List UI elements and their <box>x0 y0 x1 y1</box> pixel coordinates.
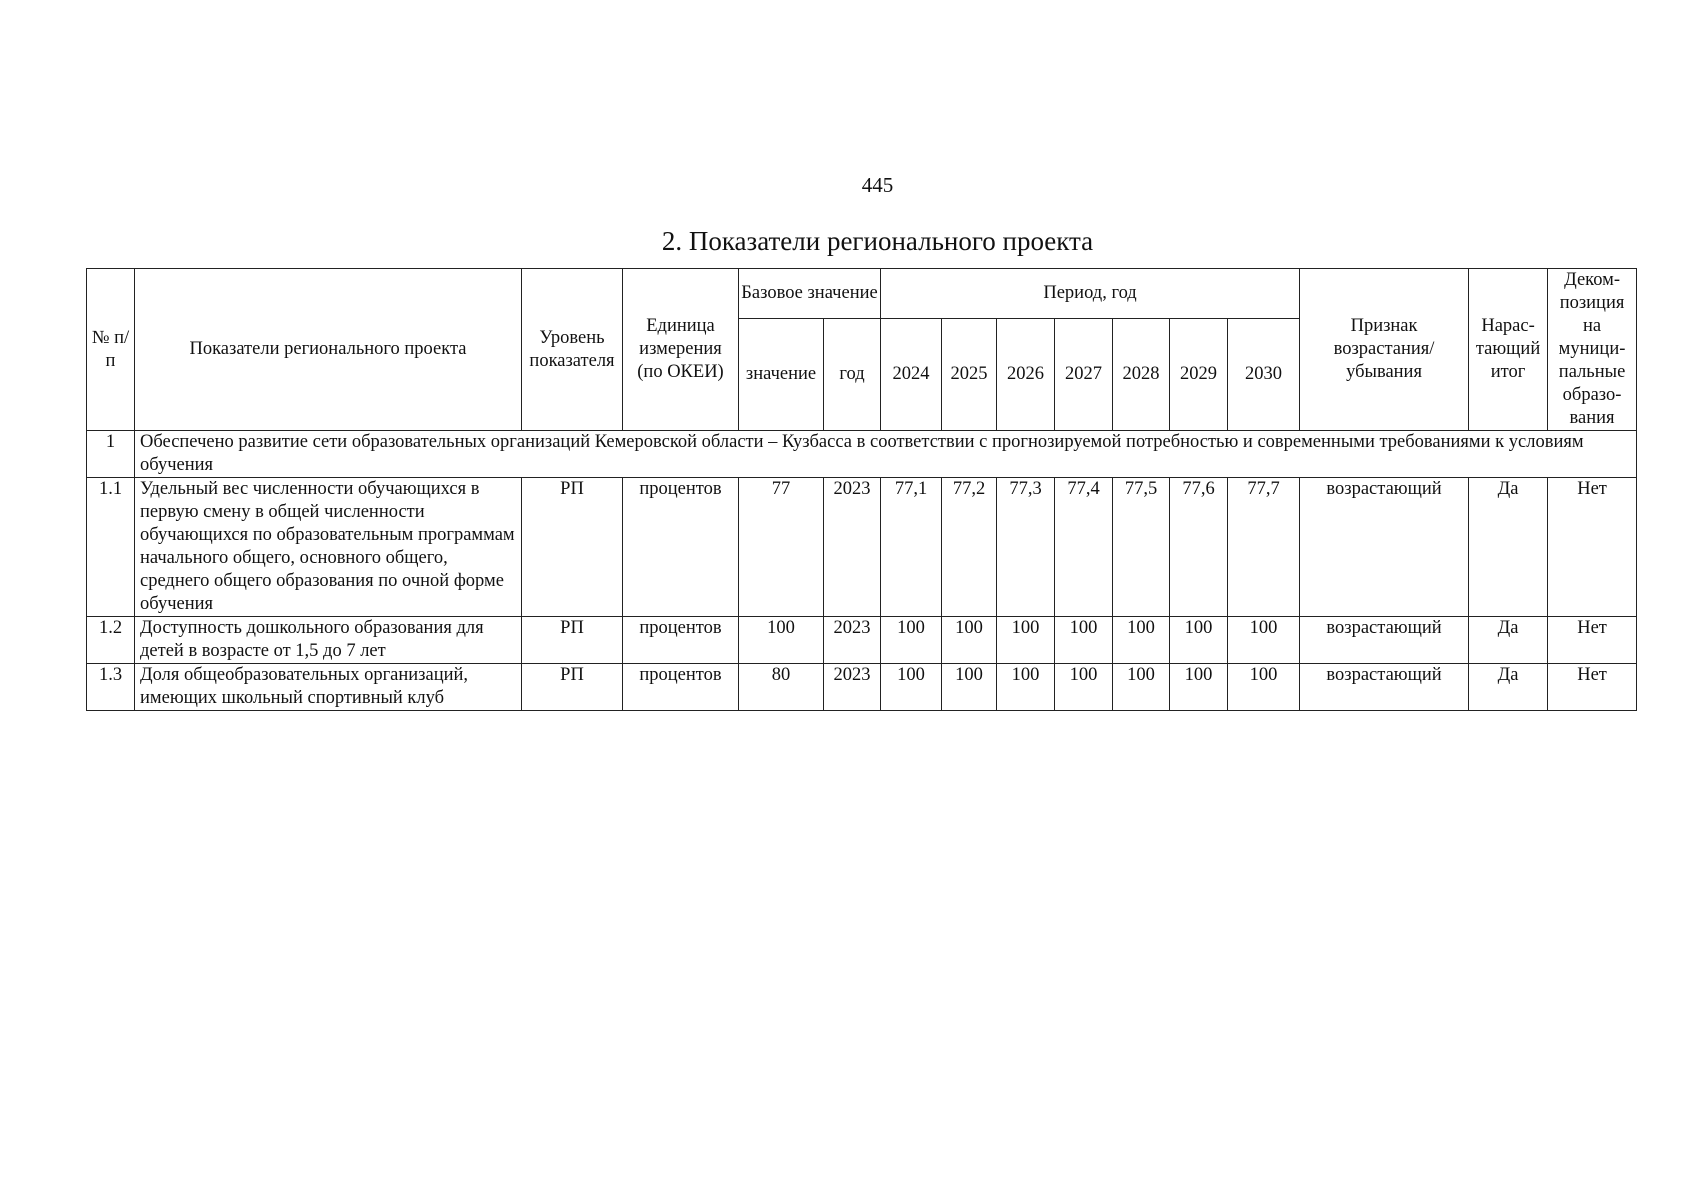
header-level: Уровень показателя <box>522 269 623 431</box>
row-level: РП <box>522 664 623 711</box>
row-cumulative: Да <box>1469 478 1548 617</box>
row-base-value: 80 <box>739 664 824 711</box>
indicators-table <box>86 268 1637 711</box>
header-base-value: значение <box>739 319 824 431</box>
row-decomposition: Нет <box>1548 617 1637 664</box>
header-year: 2028 <box>1113 319 1170 431</box>
row-base-year: 2023 <box>824 664 881 711</box>
header-sign: Признак возрастания/ убывания <box>1300 269 1469 431</box>
row-year-value: 100 <box>1113 664 1170 711</box>
row-indicator: Удельный вес численности обучающихся в первую смену в общей численности обучающихся по образовательным программам начального общего, основного общего, среднего общего образования по очной форме обучения <box>135 478 522 617</box>
section-num: 1 <box>87 431 135 478</box>
header-year: 2025 <box>942 319 997 431</box>
row-base-year: 2023 <box>824 478 881 617</box>
header-row <box>87 269 1637 319</box>
row-year-value: 100 <box>1055 664 1113 711</box>
row-year-value: 77,5 <box>1113 478 1170 617</box>
header-year: 2027 <box>1055 319 1113 431</box>
row-decomposition: Нет <box>1548 478 1637 617</box>
row-year-value: 100 <box>1170 664 1228 711</box>
row-year-value: 77,4 <box>1055 478 1113 617</box>
row-year-value: 100 <box>942 617 997 664</box>
row-year-value: 77,7 <box>1228 478 1300 617</box>
header-year: 2026 <box>997 319 1055 431</box>
row-base-value: 77 <box>739 478 824 617</box>
row-year-value: 77,3 <box>997 478 1055 617</box>
row-level: РП <box>522 478 623 617</box>
row-year-value: 100 <box>1113 617 1170 664</box>
table-row <box>87 664 1637 711</box>
table-body <box>87 431 1637 711</box>
header-decomposition: Деком- позиция на муници- пальные образо- вания <box>1548 269 1637 431</box>
row-base-year: 2023 <box>824 617 881 664</box>
row-year-value: 77,2 <box>942 478 997 617</box>
row-sign: возрастающий <box>1300 664 1469 711</box>
header-indicator: Показатели регионального проекта <box>135 269 522 431</box>
table-row <box>87 617 1637 664</box>
row-decomposition: Нет <box>1548 664 1637 711</box>
section-title: 2. Показатели регионального проекта <box>661 226 1094 256</box>
row-year-value: 100 <box>1228 617 1300 664</box>
row-year-value: 100 <box>1055 617 1113 664</box>
header-cumulative: Нарас- тающий итог <box>1469 269 1548 431</box>
row-year-value: 100 <box>1228 664 1300 711</box>
row-cumulative: Да <box>1469 664 1548 711</box>
row-year-value: 100 <box>1170 617 1228 664</box>
section-text: Обеспечено развитие сети образовательных организаций Кемеровской области – Кузбасса в соответствии с прогнозируемой потребностью и современными требованиями к условиям обучения <box>135 431 1637 478</box>
row-unit: процентов <box>623 478 739 617</box>
row-sign: возрастающий <box>1300 617 1469 664</box>
row-indicator: Доступность дошкольного образования для детей в возрасте от 1,5 до 7 лет <box>135 617 522 664</box>
table-header <box>87 269 1637 431</box>
page-number: 445 <box>861 173 894 197</box>
row-sign: возрастающий <box>1300 478 1469 617</box>
row-unit: процентов <box>623 617 739 664</box>
row-num: 1.2 <box>87 617 135 664</box>
row-indicator: Доля общеобразовательных организаций, имеющих школьный спортивный клуб <box>135 664 522 711</box>
row-unit: процентов <box>623 664 739 711</box>
header-year: 2029 <box>1170 319 1228 431</box>
header-unit: Единица измерения (по ОКЕИ) <box>623 269 739 431</box>
header-period: Период, год <box>881 269 1300 319</box>
header-base-year: год <box>824 319 881 431</box>
row-base-value: 100 <box>739 617 824 664</box>
header-base: Базовое значение <box>739 269 881 319</box>
row-year-value: 77,1 <box>881 478 942 617</box>
row-year-value: 100 <box>881 664 942 711</box>
row-num: 1.3 <box>87 664 135 711</box>
row-num: 1.1 <box>87 478 135 617</box>
row-year-value: 100 <box>997 664 1055 711</box>
section-row <box>87 431 1637 478</box>
row-year-value: 77,6 <box>1170 478 1228 617</box>
row-year-value: 100 <box>997 617 1055 664</box>
row-year-value: 100 <box>881 617 942 664</box>
row-year-value: 100 <box>942 664 997 711</box>
table-row <box>87 478 1637 617</box>
row-level: РП <box>522 617 623 664</box>
header-year: 2024 <box>881 319 942 431</box>
header-year: 2030 <box>1228 319 1300 431</box>
row-cumulative: Да <box>1469 617 1548 664</box>
header-num: № п/п <box>87 269 135 431</box>
